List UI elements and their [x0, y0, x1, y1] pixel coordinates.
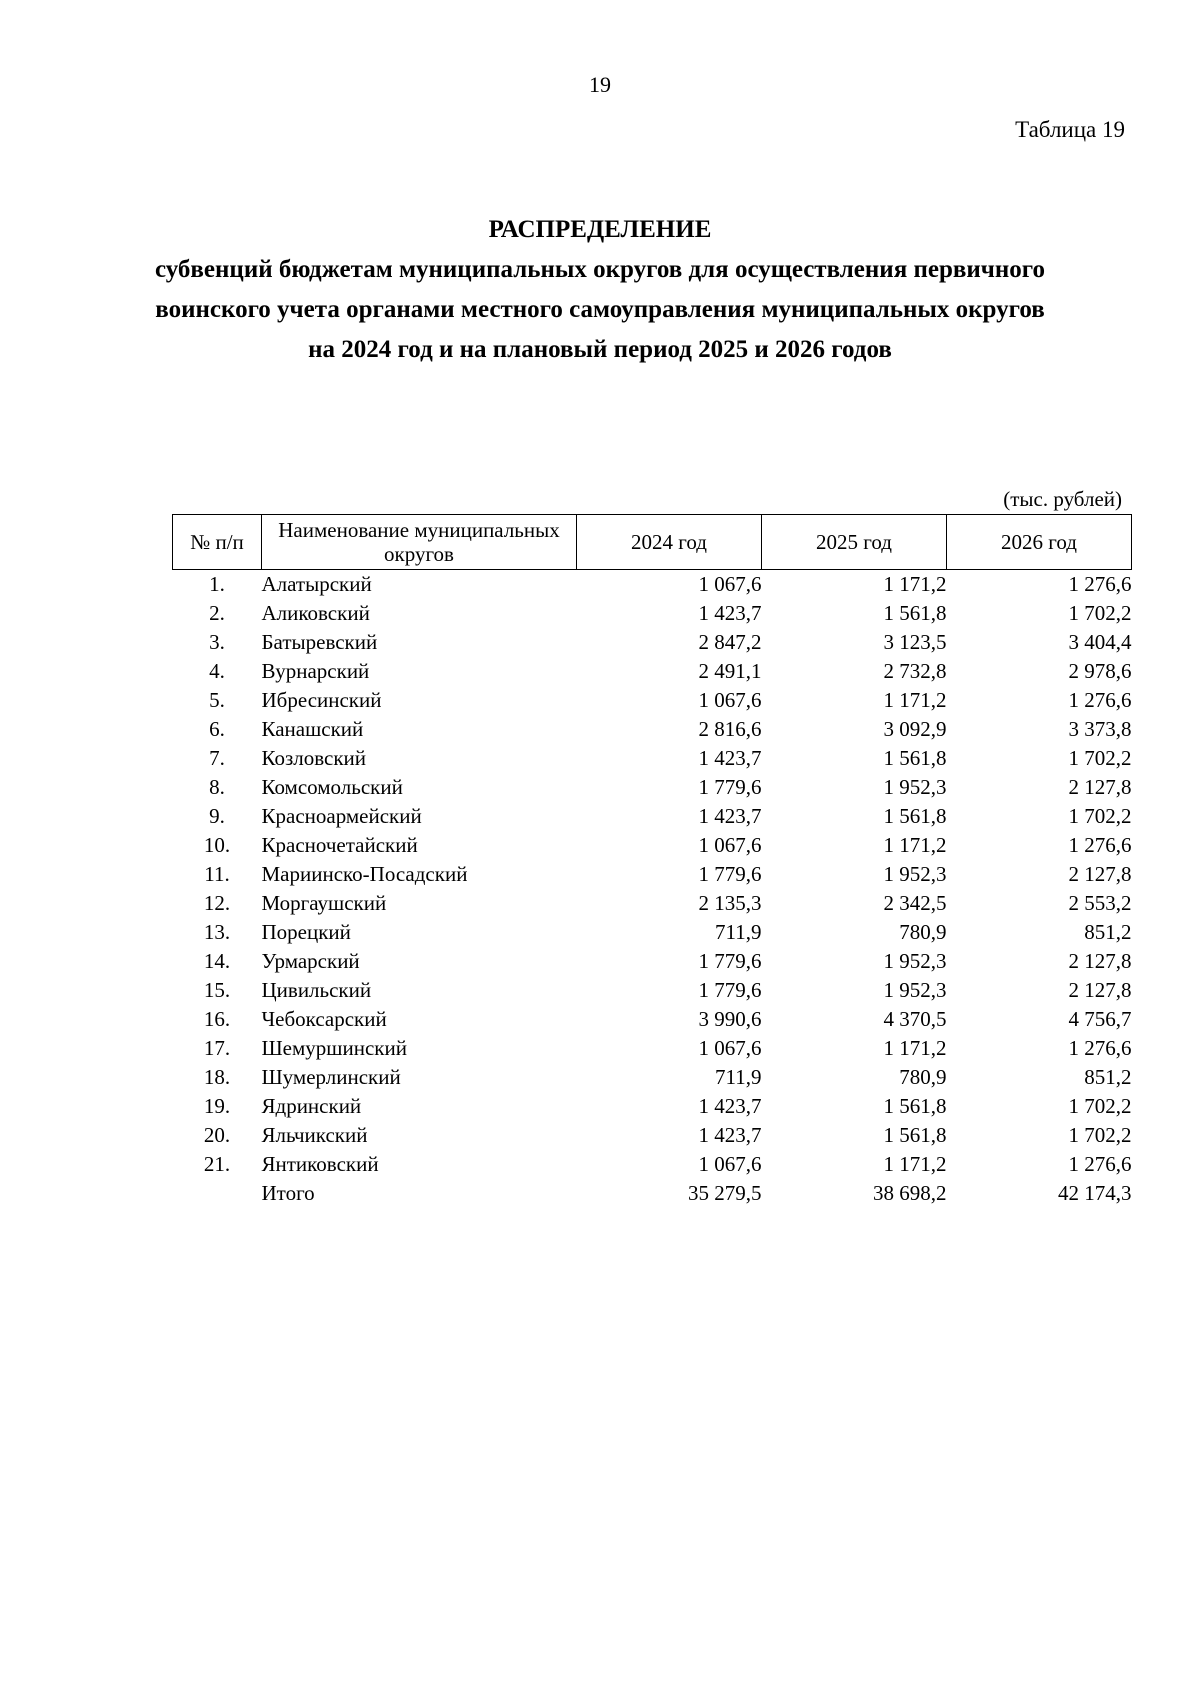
value-2026: 1 276,6 — [1068, 572, 1132, 596]
value-2024: 1 067,6 — [698, 1152, 762, 1176]
row-number — [173, 1179, 262, 1208]
district-name: Алатырский — [261, 572, 372, 596]
table-header — [173, 515, 1132, 570]
value-2025: 1 561,8 — [883, 601, 947, 625]
value-2024: 1 067,6 — [698, 1036, 762, 1060]
value-2025: 1 952,3 — [883, 775, 947, 799]
table-row — [173, 628, 1132, 657]
table-row — [173, 599, 1132, 628]
value-2025: 2 732,8 — [883, 659, 947, 683]
table-row — [173, 831, 1132, 860]
value-2025: 4 370,5 — [883, 1007, 947, 1031]
district-name: Канашский — [261, 717, 364, 741]
value-2025: 1 561,8 — [883, 1094, 947, 1118]
value-2024: 711,9 — [715, 1065, 762, 1089]
district-name: Итого — [261, 1181, 315, 1205]
value-2024: 2 491,1 — [698, 659, 762, 683]
district-name: Комсомольский — [261, 775, 403, 799]
row-number: 5. — [209, 688, 225, 712]
value-2025: 2 342,5 — [883, 891, 947, 915]
value-2025: 1 561,8 — [883, 804, 947, 828]
table-row — [173, 889, 1132, 918]
district-name: Мариинско-Посадский — [261, 862, 468, 886]
table-row — [173, 860, 1132, 889]
district-name: Шемуршинский — [261, 1036, 407, 1060]
row-number: 10. — [203, 833, 231, 857]
value-2024: 1 423,7 — [698, 1094, 762, 1118]
row-number: 11. — [204, 862, 230, 886]
value-2026: 2 978,6 — [1068, 659, 1132, 683]
district-name: Цивильский — [261, 978, 372, 1002]
value-2024: 1 779,6 — [698, 775, 762, 799]
table-row — [173, 1063, 1132, 1092]
table-body — [173, 570, 1132, 1209]
value-2024: 1 067,6 — [698, 572, 762, 596]
value-2024: 35 279,5 — [688, 1181, 762, 1205]
value-2025: 1 952,3 — [883, 978, 947, 1002]
value-2024: 2 847,2 — [698, 630, 762, 654]
row-number: 13. — [203, 920, 231, 944]
value-2026: 2 553,2 — [1068, 891, 1132, 915]
value-2025: 1 952,3 — [883, 949, 947, 973]
value-2026: 2 127,8 — [1068, 775, 1132, 799]
table-row — [173, 976, 1132, 1005]
district-name: Красноармейский — [261, 804, 422, 828]
value-2025: 38 698,2 — [873, 1181, 947, 1205]
district-name: Шумерлинский — [261, 1065, 401, 1089]
value-2026: 1 276,6 — [1068, 1036, 1132, 1060]
row-number: 16. — [203, 1007, 231, 1031]
header-year-2026: 2026 год — [947, 515, 1132, 570]
table-row — [173, 918, 1132, 947]
district-name: Моргаушский — [261, 891, 387, 915]
value-2025: 1 171,2 — [883, 833, 947, 857]
value-2026: 851,2 — [1084, 1065, 1132, 1089]
value-2025: 1 171,2 — [883, 1152, 947, 1176]
document-subtitle: субвенций бюджетам муниципальных округов для осуществления первичного воинского учета органами местного самоуправления муниципальных округов на 2024 год и на плановый период 2025 и 2026 годов — [154, 256, 1046, 363]
header-district-name: Наименование муниципальных округов — [262, 515, 577, 570]
district-name: Вурнарский — [261, 659, 370, 683]
value-2026: 1 276,6 — [1068, 688, 1132, 712]
value-2024: 2 135,3 — [698, 891, 762, 915]
table-row — [173, 686, 1132, 715]
page-number: 19 — [589, 72, 611, 97]
table-row — [173, 1034, 1132, 1063]
value-2026: 1 702,2 — [1068, 1094, 1132, 1118]
header-year-2025: 2025 год — [762, 515, 947, 570]
row-number: 21. — [203, 1152, 231, 1176]
row-number: 14. — [203, 949, 231, 973]
value-2026: 1 702,2 — [1068, 601, 1132, 625]
row-number: 1. — [209, 572, 225, 596]
table-row — [173, 1005, 1132, 1034]
value-2024: 1 423,7 — [698, 1123, 762, 1147]
value-2024: 3 990,6 — [698, 1007, 762, 1031]
row-number: 9. — [209, 804, 225, 828]
district-name: Ибресинский — [261, 688, 382, 712]
table-row — [173, 802, 1132, 831]
unit-note: (тыс. рублей) — [1003, 487, 1122, 511]
total-row — [173, 1179, 1132, 1208]
value-2026: 2 127,8 — [1068, 862, 1132, 886]
value-2024: 1 423,7 — [698, 746, 762, 770]
table-row — [173, 570, 1132, 600]
value-2026: 3 404,4 — [1068, 630, 1132, 654]
value-2026: 4 756,7 — [1068, 1007, 1132, 1031]
value-2025: 1 171,2 — [883, 688, 947, 712]
row-number: 3. — [209, 630, 225, 654]
value-2026: 1 276,6 — [1068, 833, 1132, 857]
table-row — [173, 1150, 1132, 1179]
header-year-2024: 2024 год — [577, 515, 762, 570]
value-2026: 2 127,8 — [1068, 978, 1132, 1002]
value-2025: 1 561,8 — [883, 1123, 947, 1147]
row-number: 15. — [203, 978, 231, 1002]
table-label: Таблица 19 — [1015, 117, 1125, 142]
table-row — [173, 715, 1132, 744]
value-2024: 1 423,7 — [698, 804, 762, 828]
value-2026: 3 373,8 — [1068, 717, 1132, 741]
district-name: Козловский — [261, 746, 367, 770]
value-2026: 851,2 — [1084, 920, 1132, 944]
row-number: 8. — [209, 775, 225, 799]
row-number: 7. — [209, 746, 225, 770]
district-name: Порецкий — [261, 920, 351, 944]
district-name: Урмарский — [261, 949, 360, 973]
value-2025: 1 952,3 — [883, 862, 947, 886]
value-2024: 2 816,6 — [698, 717, 762, 741]
row-number: 4. — [209, 659, 225, 683]
table-row — [173, 1092, 1132, 1121]
value-2025: 3 092,9 — [883, 717, 947, 741]
value-2025: 780,9 — [899, 1065, 947, 1089]
value-2024: 1 423,7 — [698, 601, 762, 625]
value-2026: 1 702,2 — [1068, 746, 1132, 770]
row-number: 20. — [203, 1123, 231, 1147]
value-2025: 780,9 — [899, 920, 947, 944]
value-2025: 1 171,2 — [883, 572, 947, 596]
document-title: РАСПРЕДЕЛЕНИЕ — [488, 216, 712, 243]
value-2026: 1 702,2 — [1068, 804, 1132, 828]
value-2024: 711,9 — [715, 920, 762, 944]
value-2025: 1 171,2 — [883, 1036, 947, 1060]
district-name: Аликовский — [261, 601, 370, 625]
table-row — [173, 947, 1132, 976]
header-row — [173, 515, 1132, 570]
row-number: 18. — [203, 1065, 231, 1089]
header-number: № п/п — [173, 515, 262, 570]
value-2025: 1 561,8 — [883, 746, 947, 770]
row-number: 2. — [209, 601, 225, 625]
value-2024: 1 779,6 — [698, 978, 762, 1002]
table-row — [173, 657, 1132, 686]
value-2026: 1 276,6 — [1068, 1152, 1132, 1176]
row-number: 6. — [209, 717, 225, 741]
value-2025: 3 123,5 — [883, 630, 947, 654]
row-number: 17. — [203, 1036, 231, 1060]
value-2024: 1 779,6 — [698, 949, 762, 973]
row-number: 19. — [203, 1094, 231, 1118]
table-row — [173, 744, 1132, 773]
value-2026: 2 127,8 — [1068, 949, 1132, 973]
row-number: 12. — [203, 891, 231, 915]
table-row — [173, 1121, 1132, 1150]
district-name: Чебоксарский — [261, 1007, 387, 1031]
value-2026: 1 702,2 — [1068, 1123, 1132, 1147]
district-name: Батыревский — [261, 630, 378, 654]
district-name: Янтиковский — [261, 1152, 379, 1176]
subvention-table — [172, 514, 1132, 1208]
value-2024: 1 067,6 — [698, 688, 762, 712]
district-name: Красночетайский — [261, 833, 418, 857]
district-name: Яльчикский — [261, 1123, 368, 1147]
value-2026: 42 174,3 — [1058, 1181, 1132, 1205]
table-row — [173, 773, 1132, 802]
value-2024: 1 067,6 — [698, 833, 762, 857]
district-name: Ядринский — [261, 1094, 362, 1118]
value-2024: 1 779,6 — [698, 862, 762, 886]
